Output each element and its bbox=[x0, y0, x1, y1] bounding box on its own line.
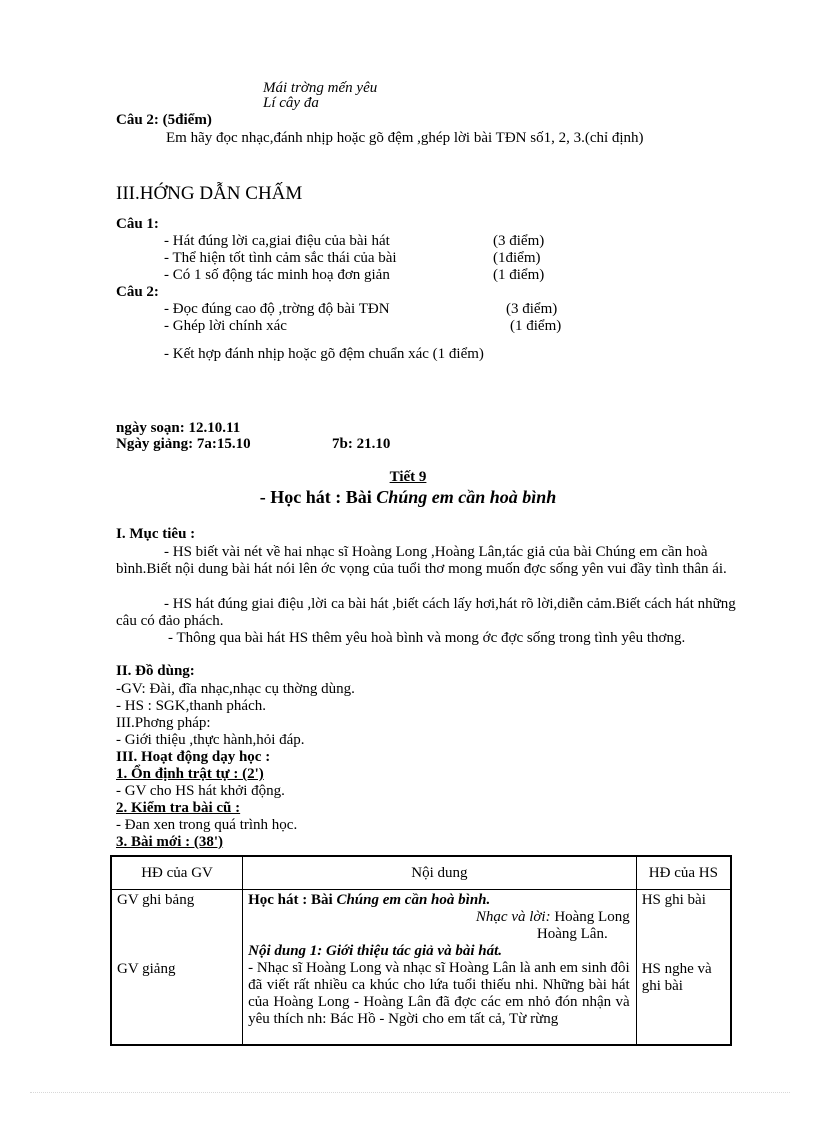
prep-date: ngày soạn: 12.10.11 bbox=[116, 420, 241, 436]
grading-item-score: (1 điểm) bbox=[493, 267, 545, 283]
grading-item-text: - Đọc đúng cao độ ,trờng độ bài TĐN bbox=[164, 301, 390, 317]
grading-item-score: (3 điểm) bbox=[506, 301, 558, 317]
lesson-table bbox=[110, 855, 732, 1046]
author-name: Hoàng Long bbox=[550, 909, 630, 925]
objective-paragraph: - Thông qua bài hát HS thêm yêu hoà bình và mong ớc đợc sống trong tình yêu thơng. bbox=[168, 630, 686, 646]
table-row bbox=[111, 890, 731, 1046]
table-cell-text: HS ghi bài bbox=[641, 892, 706, 908]
lesson-title-song: Chúng em cần hoà bình bbox=[376, 487, 557, 507]
content-author-2: Hoàng Lân. bbox=[536, 926, 608, 942]
objective-paragraph: - HS hát đúng giai điệu ,lời ca bài hát ,biết cách lấy hơi,hát rõ lời,diễn cảm.Biết cách hát những câu có đảo phách. bbox=[116, 596, 736, 629]
song-title-2: Lí cây đa bbox=[263, 95, 319, 111]
teach-date: Ngày giảng: 7a:15.10 bbox=[116, 436, 251, 452]
lesson-title-prefix: - Học hát : Bài bbox=[259, 487, 377, 507]
content-section-1-text: - Nhạc sĩ Hoàng Long và nhạc sĩ Hoàng Lân là anh em sinh đôi đã viết rất nhiều ca khúc cho lứa tuổi thiếu nhi. Những bài hát của Hoàng Long - Hoàng Lân đã đợc các em nhỏ đón nhận và yêu thích nh: Bác Hồ - Ngời cho em tất cả, Từ rừng bbox=[248, 960, 630, 1027]
table-header-cell: Nội dung bbox=[243, 856, 637, 890]
grading-item-text: - Hát đúng lời ca,giai điệu của bài hát bbox=[164, 233, 390, 249]
grading-item-text: - Ghép lời chính xác bbox=[164, 318, 287, 334]
content-title-prefix: Học hát : Bài bbox=[248, 892, 337, 908]
grading-guide-title: III.HỚNG DẪN CHẤM bbox=[116, 183, 303, 204]
grading-item-score: (1điểm) bbox=[493, 250, 541, 266]
grading-item-score: (3 điểm) bbox=[493, 233, 545, 249]
question-2-heading: Câu 2: (5điểm) bbox=[116, 112, 212, 128]
materials-student: - HS : SGK,thanh phách. bbox=[116, 698, 266, 714]
step-1-text: - GV cho HS hát khởi động. bbox=[116, 783, 285, 799]
content-title-song: Chúng em cần hoà bình. bbox=[336, 892, 491, 908]
activities-heading: III. Hoạt động dạy học : bbox=[116, 749, 271, 765]
objectives-heading: I. Mục tiêu : bbox=[116, 526, 196, 542]
materials-heading: II. Đồ dùng: bbox=[116, 663, 195, 679]
table-cell-gv bbox=[111, 890, 243, 1046]
grading-item-score: (1 điểm) bbox=[510, 318, 562, 334]
table-header-row bbox=[111, 856, 731, 890]
table-header-cell: HĐ của GV bbox=[111, 856, 243, 890]
author-label: Nhạc và lời: bbox=[475, 909, 551, 925]
methods-heading: III.Phơng pháp: bbox=[116, 715, 211, 731]
grading-item-text: - Kết hợp đánh nhịp hoặc gõ đệm chuẩn xác (1 điểm) bbox=[164, 346, 484, 362]
step-2-text: - Đan xen trong quá trình học. bbox=[116, 817, 298, 833]
lesson-number: Tiết 9 bbox=[389, 469, 427, 485]
page-footer-divider bbox=[30, 1092, 790, 1093]
table-cell-text: GV ghi bảng bbox=[117, 892, 195, 908]
table-cell-text: GV giảng bbox=[117, 961, 176, 977]
materials-teacher: -GV: Đài, đĩa nhạc,nhạc cụ thờng dùng. bbox=[116, 681, 355, 697]
table-cell-text: HS nghe và ghi bài bbox=[641, 961, 712, 994]
table-cell-content bbox=[243, 890, 637, 1046]
grading-item-text: - Thể hiện tốt tình cảm sắc thái của bài bbox=[164, 250, 397, 266]
step-1-heading: 1. Ổn định trật tự : (2') bbox=[116, 766, 264, 782]
step-2-heading: 2. Kiểm tra bài cũ : bbox=[116, 800, 241, 816]
grading-question-2: Câu 2: bbox=[116, 284, 159, 300]
grading-question-1: Câu 1: bbox=[116, 216, 159, 232]
content-section-1-heading: Nội dung 1: Giới thiệu tác giả và bài hát. bbox=[248, 943, 503, 959]
table-cell-hs bbox=[636, 890, 731, 1046]
question-2-text: Em hãy đọc nhạc,đánh nhịp hoặc gõ đệm ,ghép lời bài TĐN số1, 2, 3.(chỉ định) bbox=[166, 130, 644, 146]
step-3-heading: 3. Bài mới : (38') bbox=[116, 834, 224, 850]
lesson-title bbox=[0, 487, 816, 507]
teach-date-7b: 7b: 21.10 bbox=[332, 436, 391, 452]
table-header-cell: HĐ của HS bbox=[636, 856, 731, 890]
content-author bbox=[248, 909, 630, 926]
methods-text: - Giới thiệu ,thực hành,hỏi đáp. bbox=[116, 732, 305, 748]
song-title-1: Mái trờng mến yêu bbox=[263, 80, 378, 96]
grading-item-text: - Có 1 số động tác minh hoạ đơn giản bbox=[164, 267, 390, 283]
objective-paragraph: - HS biết vài nét về hai nhạc sĩ Hoàng Long ,Hoàng Lân,tác giả của bài Chúng em cần hoà bình.Biết nội dung bài hát nói lên ớc vọng của tuổi thơ mong muốn đợc sống yên vui đầy tình thân ái. bbox=[116, 544, 727, 577]
content-title bbox=[248, 892, 630, 909]
